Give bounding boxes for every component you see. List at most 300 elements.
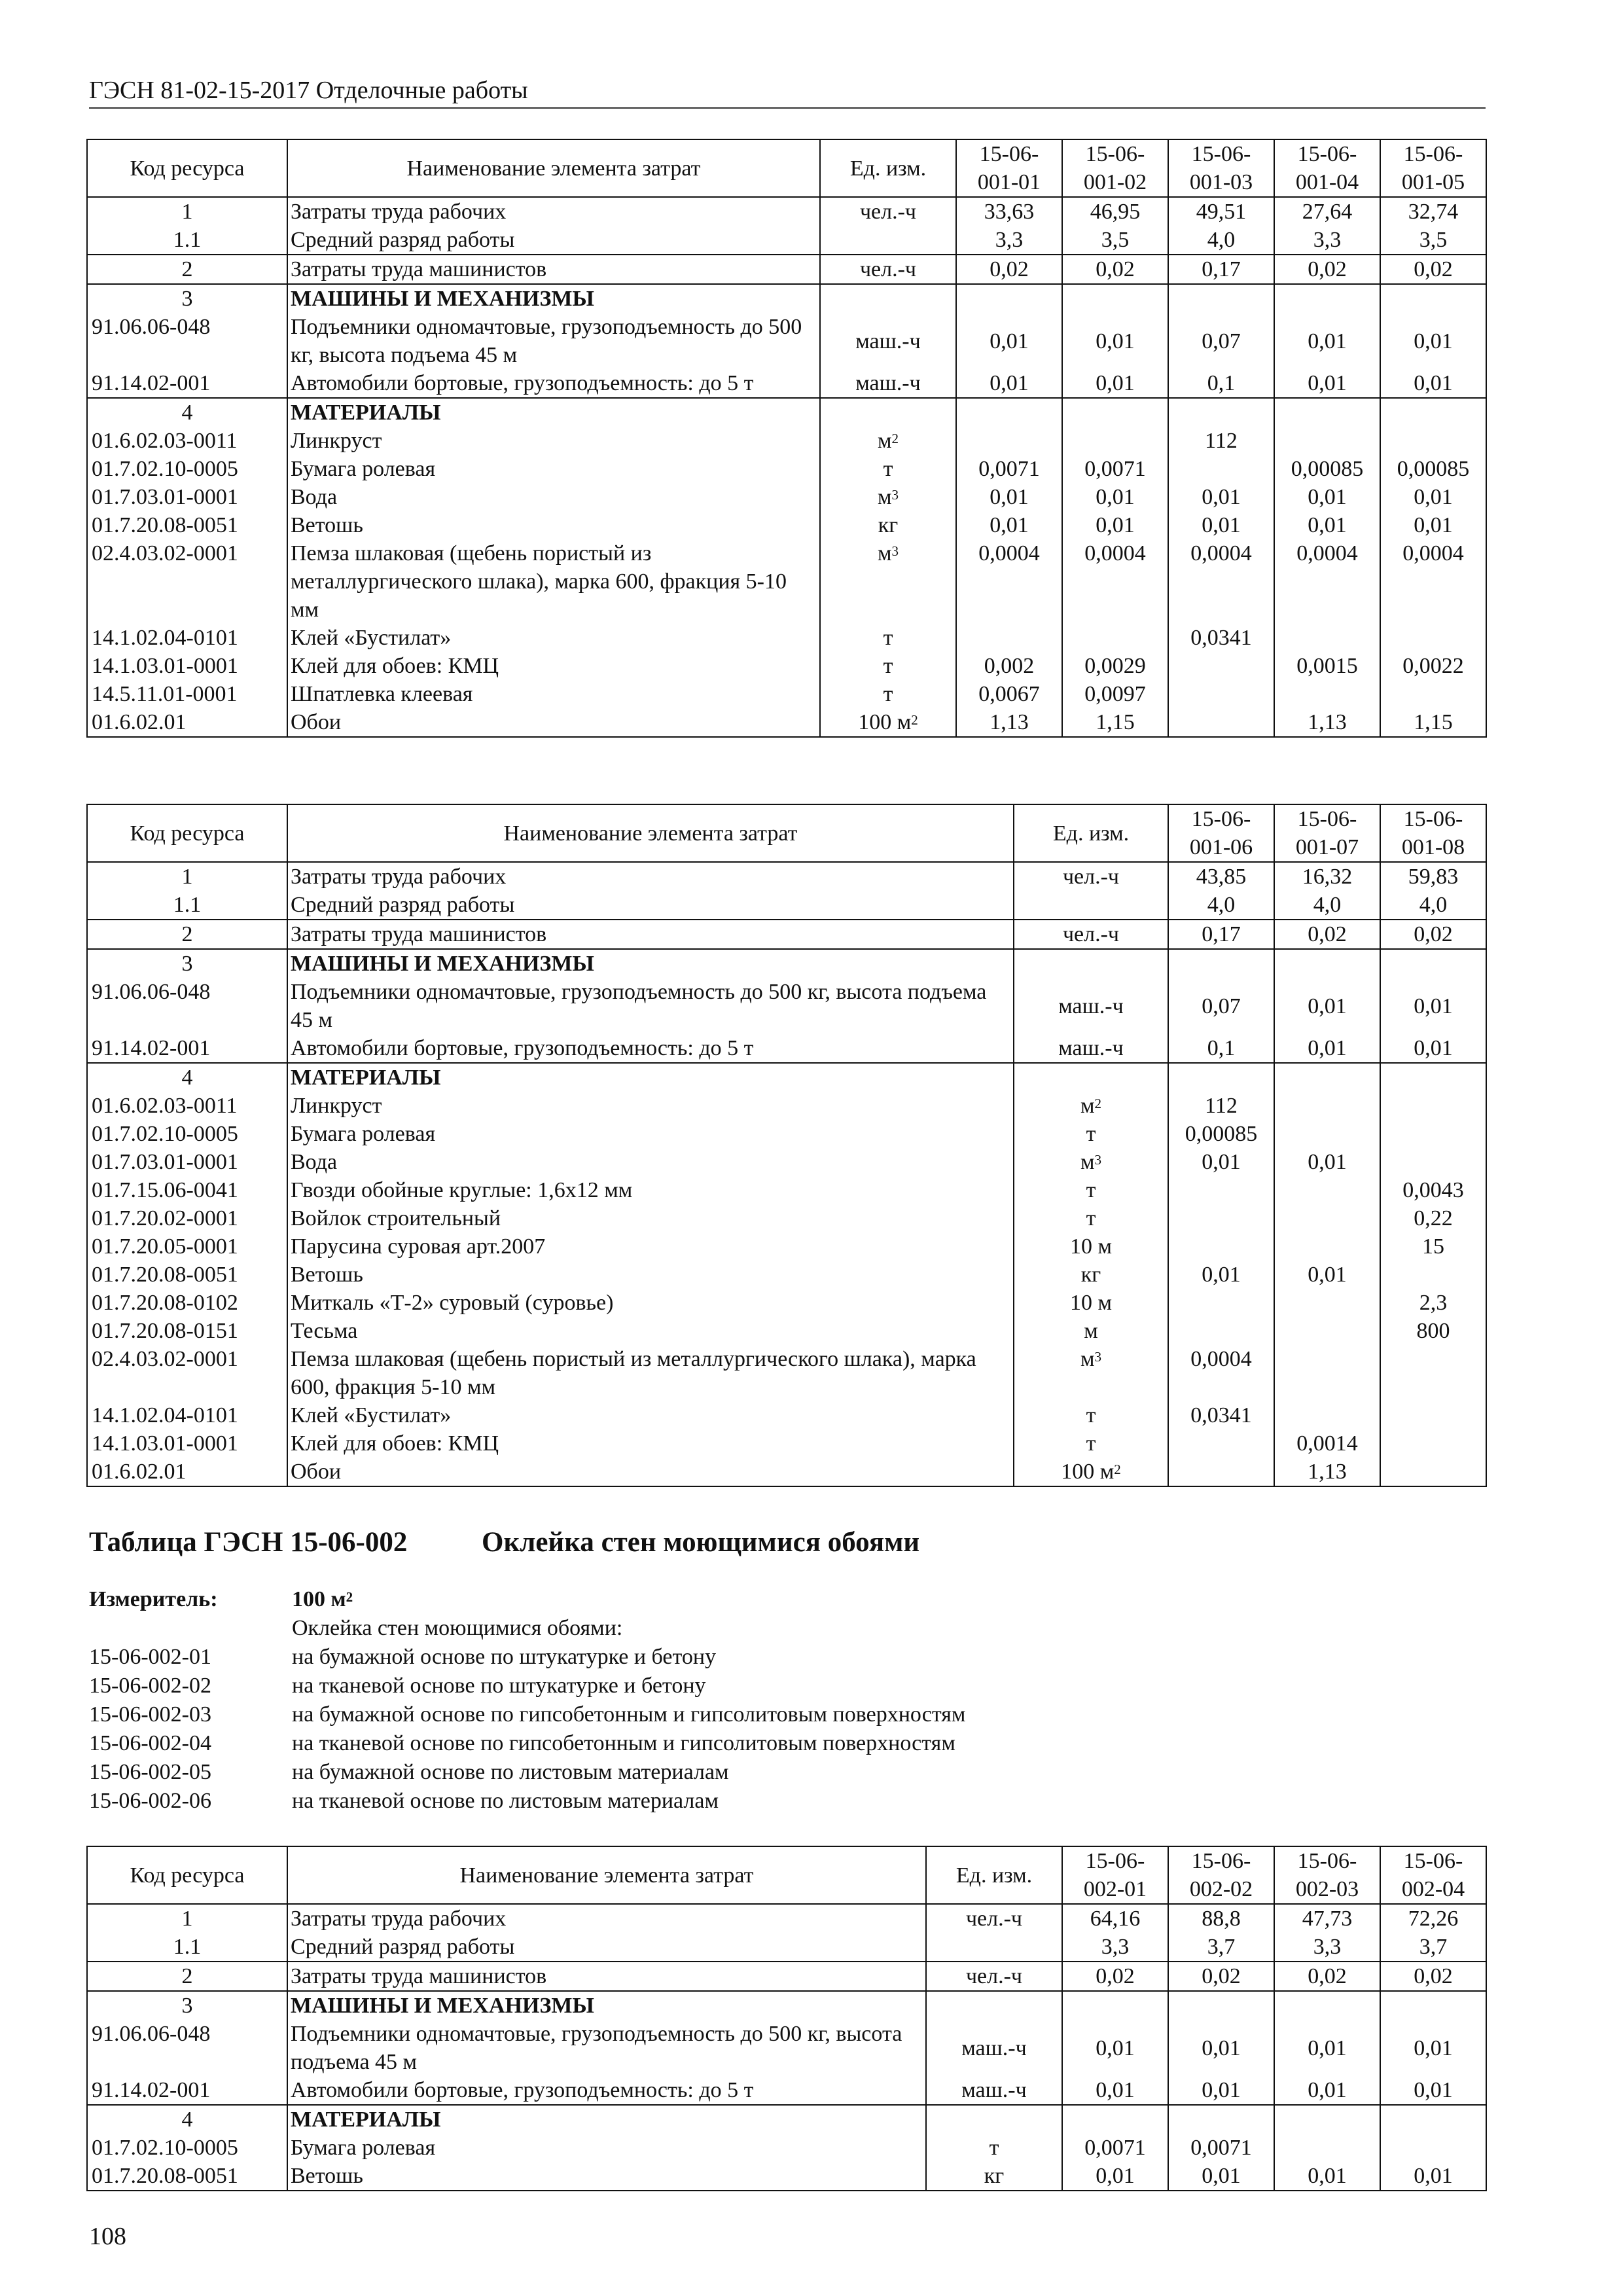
value-cell	[1168, 1458, 1274, 1486]
table-row	[87, 255, 1486, 284]
value-cell	[1274, 1401, 1380, 1429]
value-cell: 0,01	[1380, 978, 1486, 1034]
table-row	[87, 1317, 1486, 1345]
value-cell: 3,5	[1062, 226, 1168, 255]
resource-name: Клей для обоев: КМЦ	[287, 652, 820, 680]
value-cell	[1062, 284, 1168, 313]
value-cell: 0,01	[956, 511, 1062, 539]
resource-name: Затраты труда рабочих	[287, 197, 820, 226]
unit: чел.-ч	[926, 1904, 1062, 1933]
resource-code: 2	[87, 255, 287, 284]
resource-code: 14.1.02.04-0101	[87, 1401, 287, 1429]
unit: т	[1014, 1176, 1168, 1204]
value-cell: 0,01	[1274, 2076, 1380, 2105]
resource-name: Затраты труда машинистов	[287, 920, 1014, 949]
unit	[820, 398, 956, 427]
table-row	[87, 483, 1486, 511]
resource-code: 4	[87, 2105, 287, 2134]
value-cell: 0,0071	[1062, 2134, 1168, 2162]
resource-code: 14.5.11.01-0001	[87, 680, 287, 708]
value-cell: 0,01	[1274, 2162, 1380, 2191]
table-row	[87, 2162, 1486, 2191]
value-cell: 0,01	[1062, 313, 1168, 369]
unit: т	[820, 455, 956, 483]
unit	[926, 1933, 1062, 1962]
value-cell: 0,0022	[1380, 652, 1486, 680]
resource-name: Автомобили бортовые, грузоподъемность: до 5 т	[287, 369, 820, 398]
unit: $м^2$	[1014, 1092, 1168, 1120]
value-cell: 0,01	[1274, 369, 1380, 398]
value-cell	[1274, 2105, 1380, 2134]
meter-item-code: 15-06-002-05	[89, 1760, 211, 1784]
value-cell: 0,0097	[1062, 680, 1168, 708]
table-row	[87, 891, 1486, 920]
meter-item-text: на тканевой основе по гипсобетонным и гипсолитовым поверхностям	[292, 1731, 955, 1755]
value-cell	[1274, 1289, 1380, 1317]
value-cell: 0,01	[1062, 483, 1168, 511]
resource-name: Гвозди обойные круглые: 1,6х12 мм	[287, 1176, 1014, 1204]
resource-name: Линкруст	[287, 1092, 1014, 1120]
meter-item-text: на бумажной основе по гипсобетонным и гипсолитовым поверхностям	[292, 1702, 966, 1727]
value-cell	[1380, 1991, 1486, 2020]
resource-code: 01.7.03.01-0001	[87, 483, 287, 511]
resource-code: 01.6.02.01	[87, 1458, 287, 1486]
column-header: 15-06- 002-01	[1062, 1846, 1168, 1904]
column-header: 15-06- 002-02	[1168, 1846, 1274, 1904]
value-cell: 32,74	[1380, 197, 1486, 226]
value-cell: 0,02	[1168, 1962, 1274, 1991]
value-cell	[1380, 2105, 1486, 2134]
table-row	[87, 1289, 1486, 1317]
table-row	[87, 1148, 1486, 1176]
table-row	[87, 2134, 1486, 2162]
resource-name: Миткаль «Т-2» суровый (суровье)	[287, 1289, 1014, 1317]
meter-item-code: 15-06-002-04	[89, 1731, 211, 1755]
value-cell: 16,32	[1274, 862, 1380, 891]
meter-item-text: на бумажной основе по штукатурке и бетону	[292, 1645, 717, 1669]
value-cell: 0,01	[1380, 483, 1486, 511]
resource-code: 14.1.02.04-0101	[87, 624, 287, 652]
unit: маш.-ч	[820, 313, 956, 369]
value-cell	[1274, 1991, 1380, 2020]
meter-items	[89, 1643, 1486, 1816]
resource-table-15-06-001-part1	[86, 139, 1487, 738]
value-cell	[1168, 1204, 1274, 1232]
value-cell: 0,01	[1168, 2020, 1274, 2076]
resource-code: 01.7.20.08-0151	[87, 1317, 287, 1345]
value-cell: 47,73	[1274, 1904, 1380, 1933]
value-cell	[1274, 427, 1380, 455]
value-cell	[1062, 2105, 1168, 2134]
table-row	[87, 1063, 1486, 1092]
table-row	[87, 652, 1486, 680]
resource-name: Средний разряд работы	[287, 1933, 926, 1962]
value-cell	[1274, 624, 1380, 652]
value-cell: 0,07	[1168, 313, 1274, 369]
resource-code: 4	[87, 1063, 287, 1092]
unit	[1014, 949, 1168, 978]
resource-name: Вода	[287, 483, 820, 511]
unit: т	[1014, 1429, 1168, 1458]
resource-name: Автомобили бортовые, грузоподъемность: до 5 т	[287, 2076, 926, 2105]
unit: маш.-ч	[926, 2020, 1062, 2076]
value-cell: 0,0071	[1062, 455, 1168, 483]
value-cell: 0,01	[1062, 2076, 1168, 2105]
column-header: 15-06- 001-01	[956, 139, 1062, 197]
resource-code: 3	[87, 949, 287, 978]
resource-name: МАШИНЫ И МЕХАНИЗМЫ	[287, 284, 820, 313]
unit: 100 $м^2$	[820, 708, 956, 737]
resource-name: Линкруст	[287, 427, 820, 455]
value-cell	[1062, 1991, 1168, 2020]
value-cell	[1380, 1063, 1486, 1092]
table-row	[87, 1092, 1486, 1120]
table-row	[87, 284, 1486, 313]
value-cell	[1274, 1317, 1380, 1345]
resource-name: Бумага ролевая	[287, 1120, 1014, 1148]
table-caption: Оклейка стен моющимися обоями	[482, 1527, 920, 1558]
value-cell: 0,01	[1168, 483, 1274, 511]
value-cell	[1062, 624, 1168, 652]
resource-code: 3	[87, 1991, 287, 2020]
resource-code: 02.4.03.02-0001	[87, 1345, 287, 1401]
resource-code: 01.7.20.08-0102	[87, 1289, 287, 1317]
value-cell: 64,16	[1062, 1904, 1168, 1933]
column-header: 15-06- 001-06	[1168, 804, 1274, 862]
resource-code: 01.7.20.08-0051	[87, 1261, 287, 1289]
column-header: Ед. изм.	[1014, 804, 1168, 862]
resource-name: Подъемники одномачтовые, грузоподъемность до 500 кг, высота подъема 45 м	[287, 313, 820, 369]
value-cell	[1274, 680, 1380, 708]
table-row	[87, 539, 1486, 624]
resource-name: Ветошь	[287, 2162, 926, 2191]
resource-code: 91.14.02-001	[87, 2076, 287, 2105]
value-cell	[956, 427, 1062, 455]
value-cell	[1168, 708, 1274, 737]
resource-code: 01.7.20.08-0051	[87, 511, 287, 539]
column-header: 15-06- 002-03	[1274, 1846, 1380, 1904]
meter-item-text: на бумажной основе по листовым материалам	[292, 1760, 729, 1784]
resource-code: 1	[87, 197, 287, 226]
value-cell: 0,02	[1380, 255, 1486, 284]
value-cell: 4,0	[1380, 891, 1486, 920]
value-cell: 0,17	[1168, 255, 1274, 284]
value-cell: 0,01	[1168, 1148, 1274, 1176]
value-cell: 112	[1168, 1092, 1274, 1120]
unit: чел.-ч	[820, 197, 956, 226]
header-row	[87, 804, 1486, 862]
resource-code: 14.1.03.01-0001	[87, 652, 287, 680]
unit: т	[1014, 1401, 1168, 1429]
unit: $м^3$	[820, 483, 956, 511]
meter-label: Измеритель:	[89, 1587, 218, 1611]
resource-code: 91.06.06-048	[87, 313, 287, 369]
resource-name: МАТЕРИАЛЫ	[287, 398, 820, 427]
value-cell: 0,0067	[956, 680, 1062, 708]
value-cell: 0,01	[1274, 511, 1380, 539]
unit: $м^2$	[820, 427, 956, 455]
value-cell	[1168, 949, 1274, 978]
resource-name: МАШИНЫ И МЕХАНИЗМЫ	[287, 949, 1014, 978]
value-cell: 0,0004	[1168, 539, 1274, 624]
value-cell: 3,7	[1168, 1933, 1274, 1962]
table-row	[87, 1345, 1486, 1401]
value-cell	[1380, 949, 1486, 978]
value-cell: 0,00085	[1380, 455, 1486, 483]
unit: чел.-ч	[1014, 920, 1168, 949]
value-cell: 0,02	[1380, 1962, 1486, 1991]
resource-name: Вода	[287, 1148, 1014, 1176]
table-row	[87, 2105, 1486, 2134]
value-cell	[1380, 1120, 1486, 1148]
meter-item-code: 15-06-002-03	[89, 1702, 211, 1727]
value-cell	[1380, 284, 1486, 313]
value-cell	[1168, 398, 1274, 427]
value-cell: 0,0341	[1168, 1401, 1274, 1429]
unit: т	[1014, 1204, 1168, 1232]
table-row	[87, 920, 1486, 949]
resource-code: 01.7.20.05-0001	[87, 1232, 287, 1261]
column-header: 15-06- 001-03	[1168, 139, 1274, 197]
meter-item-text: на тканевой основе по штукатурке и бетону	[292, 1674, 706, 1698]
value-cell: 1,13	[956, 708, 1062, 737]
unit: маш.-ч	[820, 369, 956, 398]
table-number: Таблица ГЭСН 15-06-002	[89, 1527, 408, 1558]
resource-code: 01.7.15.06-0041	[87, 1176, 287, 1204]
resource-name: Пемза шлаковая (щебень пористый из металлургического шлака), марка 600, фракция 5-10 мм	[287, 1345, 1014, 1401]
resource-name: Подъемники одномачтовые, грузоподъемность до 500 кг, высота подъема 45 м	[287, 2020, 926, 2076]
column-header: Ед. изм.	[926, 1846, 1062, 1904]
table-row	[87, 862, 1486, 891]
resource-name: МАШИНЫ И МЕХАНИЗМЫ	[287, 1991, 926, 2020]
resource-code: 02.4.03.02-0001	[87, 539, 287, 624]
table-row	[87, 313, 1486, 369]
table-row	[87, 1261, 1486, 1289]
value-cell	[1274, 1176, 1380, 1204]
value-cell: 0,0004	[1062, 539, 1168, 624]
resource-code: 91.14.02-001	[87, 369, 287, 398]
table-row	[87, 1401, 1486, 1429]
table-row	[87, 2020, 1486, 2076]
value-cell: 0,02	[1274, 1962, 1380, 1991]
value-cell: 1,15	[1062, 708, 1168, 737]
resource-code: 1	[87, 862, 287, 891]
unit: маш.-ч	[1014, 1034, 1168, 1063]
value-cell	[1168, 680, 1274, 708]
value-cell	[1274, 284, 1380, 313]
table-row	[87, 1904, 1486, 1933]
resource-code: 1.1	[87, 226, 287, 255]
resource-code: 01.7.20.02-0001	[87, 1204, 287, 1232]
value-cell: 0,01	[1168, 1261, 1274, 1289]
value-cell: 0,0071	[956, 455, 1062, 483]
value-cell: 3,3	[1274, 226, 1380, 255]
unit: $м^3$	[1014, 1345, 1168, 1401]
value-cell	[1168, 1317, 1274, 1345]
value-cell: 0,01	[1062, 2020, 1168, 2076]
resource-code: 01.6.02.03-0011	[87, 1092, 287, 1120]
value-cell: 0,01	[1380, 2020, 1486, 2076]
table-row	[87, 624, 1486, 652]
value-cell: 33,63	[956, 197, 1062, 226]
column-header: Наименование элемента затрат	[287, 139, 820, 197]
page-number: 108	[89, 2223, 126, 2250]
value-cell	[1274, 1232, 1380, 1261]
table-row	[87, 1933, 1486, 1962]
column-header: Ед. изм.	[820, 139, 956, 197]
unit: кг	[1014, 1261, 1168, 1289]
table-row	[87, 1120, 1486, 1148]
value-cell: 1,13	[1274, 708, 1380, 737]
value-cell	[1062, 398, 1168, 427]
resource-code: 01.7.03.01-0001	[87, 1148, 287, 1176]
resource-name: Парусина суровая арт.2007	[287, 1232, 1014, 1261]
value-cell	[1168, 1063, 1274, 1092]
value-cell: 0,01	[1062, 2162, 1168, 2191]
unit: чел.-ч	[926, 1962, 1062, 1991]
value-cell: 0,01	[1062, 369, 1168, 398]
column-header: Наименование элемента затрат	[287, 1846, 926, 1904]
value-cell: 46,95	[1062, 197, 1168, 226]
value-cell: 0,0014	[1274, 1429, 1380, 1458]
value-cell	[1380, 680, 1486, 708]
table-row	[87, 949, 1486, 978]
value-cell: 0,01	[1168, 2076, 1274, 2105]
value-cell	[1168, 455, 1274, 483]
value-cell: 0,22	[1380, 1204, 1486, 1232]
resource-name: Клей «Бустилат»	[287, 624, 820, 652]
resource-table-15-06-001-part2	[86, 804, 1487, 1487]
value-cell: 0,0071	[1168, 2134, 1274, 2162]
table-row	[87, 1962, 1486, 1991]
table-title	[89, 1524, 1486, 1562]
value-cell: 0,01	[1274, 2020, 1380, 2076]
resource-code: 2	[87, 1962, 287, 1991]
value-cell	[1168, 1176, 1274, 1204]
value-cell: 0,01	[1380, 369, 1486, 398]
value-cell	[1274, 1092, 1380, 1120]
value-cell: 3,3	[956, 226, 1062, 255]
resource-code: 14.1.03.01-0001	[87, 1429, 287, 1458]
value-cell: 0,01	[1380, 2076, 1486, 2105]
resource-code: 1.1	[87, 1933, 287, 1962]
table-row	[87, 1232, 1486, 1261]
value-cell	[1380, 624, 1486, 652]
column-header: 15-06- 002-04	[1380, 1846, 1486, 1904]
resource-name: Подъемники одномачтовые, грузоподъемность до 500 кг, высота подъема 45 м	[287, 978, 1014, 1034]
value-cell: 0,01	[1274, 1034, 1380, 1063]
resource-name: Клей «Бустилат»	[287, 1401, 1014, 1429]
unit: 100 $м^2$	[1014, 1458, 1168, 1486]
unit: т	[820, 652, 956, 680]
value-cell: 0,0015	[1274, 652, 1380, 680]
table-row	[87, 226, 1486, 255]
table-row	[87, 455, 1486, 483]
table-row	[87, 511, 1486, 539]
unit: т	[820, 680, 956, 708]
unit	[1014, 1063, 1168, 1092]
value-cell: 59,83	[1380, 862, 1486, 891]
meter-description: Оклейка стен моющимися обоями:	[292, 1616, 623, 1640]
value-cell	[1380, 1261, 1486, 1289]
meter-item	[89, 1758, 1486, 1787]
value-cell: 0,0043	[1380, 1176, 1486, 1204]
resource-code: 1.1	[87, 891, 287, 920]
value-cell	[1168, 284, 1274, 313]
table-row	[87, 1204, 1486, 1232]
unit: чел.-ч	[820, 255, 956, 284]
value-cell	[1274, 2134, 1380, 2162]
resource-name: Ветошь	[287, 1261, 1014, 1289]
column-header: Код ресурса	[87, 1846, 287, 1904]
value-cell: 0,01	[1380, 511, 1486, 539]
resource-code: 91.14.02-001	[87, 1034, 287, 1063]
meter-value: 100 $м^2$	[292, 1587, 353, 1611]
value-cell	[1168, 1991, 1274, 2020]
meter-row	[89, 1585, 1486, 1614]
value-cell	[956, 398, 1062, 427]
value-cell	[1380, 427, 1486, 455]
table-row	[87, 197, 1486, 226]
value-cell: 0,1	[1168, 369, 1274, 398]
value-cell: 0,17	[1168, 920, 1274, 949]
resource-name: Затраты труда рабочих	[287, 1904, 926, 1933]
resource-name: МАТЕРИАЛЫ	[287, 1063, 1014, 1092]
value-cell: 2,3	[1380, 1289, 1486, 1317]
resource-name: Средний разряд работы	[287, 226, 820, 255]
value-cell	[1274, 1345, 1380, 1401]
resource-code: 1	[87, 1904, 287, 1933]
unit	[820, 284, 956, 313]
value-cell: 112	[1168, 427, 1274, 455]
value-cell: 0,01	[1062, 511, 1168, 539]
unit: кг	[820, 511, 956, 539]
value-cell: 0,01	[1274, 313, 1380, 369]
resource-name: Тесьма	[287, 1317, 1014, 1345]
meter-item-code: 15-06-002-02	[89, 1674, 211, 1698]
value-cell: 88,8	[1168, 1904, 1274, 1933]
value-cell: 0,02	[1062, 1962, 1168, 1991]
column-header: 15-06- 001-05	[1380, 139, 1486, 197]
value-cell: 0,02	[1274, 255, 1380, 284]
value-cell	[1168, 1429, 1274, 1458]
value-cell: 4,0	[1168, 226, 1274, 255]
value-cell: 43,85	[1168, 862, 1274, 891]
value-cell	[1168, 1232, 1274, 1261]
value-cell	[1380, 1148, 1486, 1176]
unit: 10 м	[1014, 1232, 1168, 1261]
unit: т	[926, 2134, 1062, 2162]
meter-block	[89, 1585, 1486, 1816]
value-cell	[1380, 1458, 1486, 1486]
resource-code: 01.7.02.10-0005	[87, 2134, 287, 2162]
value-cell: 3,7	[1380, 1933, 1486, 1962]
value-cell: 0,07	[1168, 978, 1274, 1034]
value-cell: 0,0004	[1274, 539, 1380, 624]
value-cell: 3,5	[1380, 226, 1486, 255]
table-row	[87, 680, 1486, 708]
unit: $м^3$	[820, 539, 956, 624]
unit: кг	[926, 2162, 1062, 2191]
value-cell: 0,00085	[1274, 455, 1380, 483]
header-row	[87, 139, 1486, 197]
resource-name: Бумага ролевая	[287, 2134, 926, 2162]
resource-name: Автомобили бортовые, грузоподъемность: до 5 т	[287, 1034, 1014, 1063]
column-header: 15-06- 001-02	[1062, 139, 1168, 197]
table-row	[87, 398, 1486, 427]
resource-code: 4	[87, 398, 287, 427]
unit: м	[1014, 1317, 1168, 1345]
